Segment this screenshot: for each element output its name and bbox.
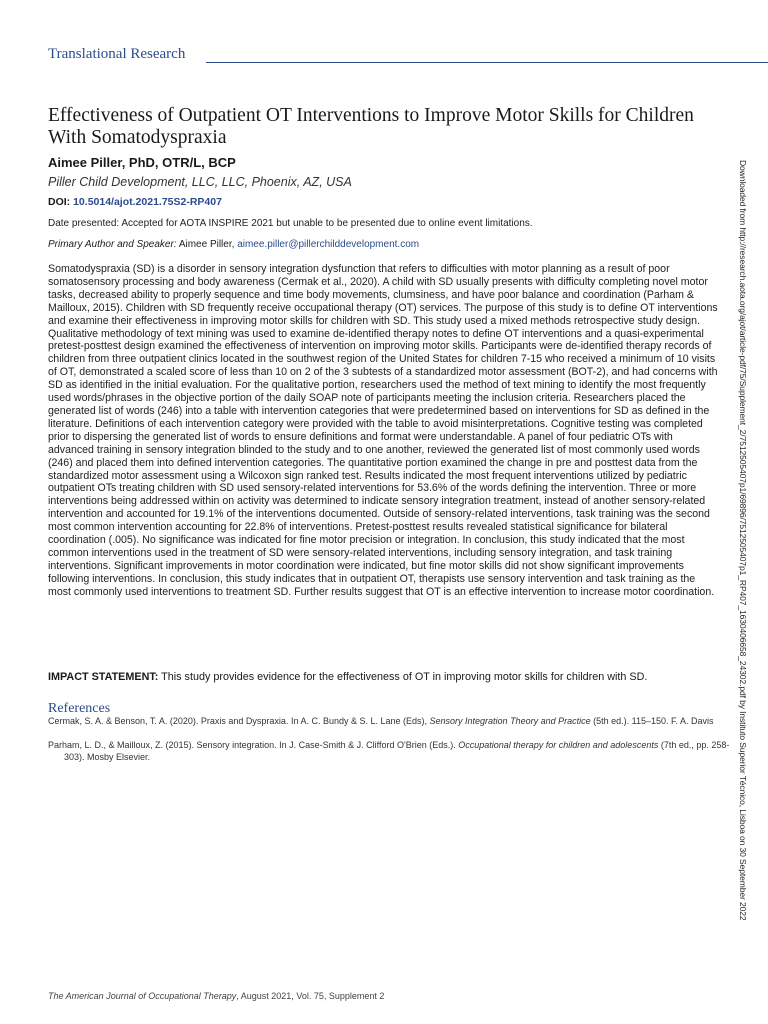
- speaker-name: Aimee Piller,: [176, 239, 238, 250]
- reference-book-title: Occupational therapy for children and adolescents: [458, 740, 659, 750]
- speaker-label: Primary Author and Speaker:: [48, 239, 177, 250]
- doi-label: DOI:: [48, 196, 74, 208]
- footer-issue: , August 2021, Vol. 75, Supplement 2: [236, 991, 385, 1001]
- footer-journal: The American Journal of Occupational Therapy: [48, 991, 237, 1001]
- section-label: Translational Research: [48, 46, 186, 62]
- impact-statement: [48, 671, 738, 684]
- reference-item: [48, 740, 744, 763]
- date-presented: Date presented: Accepted for AOTA INSPIRE 2021 but unable to be presented due to online event limitations.: [48, 218, 533, 229]
- article-title: Effectiveness of Outpatient OT Interventions to Improve Motor Skills for Children With Somatodyspraxia: [48, 105, 694, 148]
- author-affiliation: Piller Child Development, LLC, LLC, Phoenix, AZ, USA: [48, 175, 352, 189]
- download-stamp: Downloaded from http://research.aota.org/ajot/article-pdf/75/Supplement_2/7512505407p1/69896/7512505407p1_RP407_1630406658_24302.pdf by Instituto Superior Técnico, Lisboa on 30 September 2022: [738, 160, 748, 921]
- page-footer: [48, 991, 384, 1001]
- reference-text: Cermak, S. A. & Benson, T. A. (2020). Praxis and Dyspraxia. In A. C. Bundy & S. L. Lane (Eds),: [48, 716, 430, 726]
- references-heading: References: [48, 701, 111, 716]
- abstract-body: Somatodyspraxia (SD) is a disorder in sensory integration dysfunction that refers to difficulties with motor planning as a result of poor somatosensory processing and body awareness (Cermak et al., 2020). A child with SD usually presents with difficulty completing novel motor tasks, decreased ability to properly sequence and time body movements, clumsiness, and have poor balance and coordination (Parham & Mailloux, 2015). Children with SD frequently receive occupational therapy (OT) services. The purpose of this study is to define OT interventions and examine their effectiveness in improving motor skills for children with SD. This study used a mixed methods retrospective study design. Qualitative methodology of text mining was used to examine de-identified therapy notes to define OT interventions and a quasi-experimental pretest-posttest design examined the effectiveness of intervention on improving motor skills. Participants were de-identified therapy records of children from three outpatient clinics located in the southwest region of the United States for children 7-15 who received a minimum of 10 visits of OT, demonstrated a scaled score of less than 10 on 2 of the 3 subtests of a standardized motor assessment (BOT-2), and had concerns with SD as identified in the initial evaluation. For the qualitative portion, researchers used the method of text mining to identify the most frequently used words/phrases in the objective portion of the daily SOAP note of participants meeting the inclusion criteria. Researchers placed the generated list of words (246) into a table with intervention categories that were predetermined based on interventions for SD as defined in the literature. Definitions of each intervention category were provided with the table to avoid misinterpretations. Cognitive testing was completed prior to dispersing the generated list of words to ensure definitions and format were understandable. A panel of four pediatric OTs with advanced training in sensory integration blinded to the study and to one another, reviewed the generated list of most commonly used words (246) and placed them into defined intervention categories. The quantitative portion examined the change in pre and posttest data from the standardized motor assessment using a Wilcoxon sign ranked test. Results indicated the most frequent interventions utilized by pediatric outpatient OTs treating children with SD used sensory-related interventions for 53.6% of the words defining the intervention. Three or more interventions being addressed within on activity was determined to indicate sensory integration treatment, instead of another sensory-related intervention and accounted for 19.1% of the interventions documented. Outside of sensory-related interventions, task training was the second most common intervention accounting for 22.8% of interventions. Pretest-posttest results revealed statistical significance for bilateral coordination (.005). No significance was indicated for fine motor precision or integration. In conclusion, this study indicated that the most common interventions used in the treatment of SD were sensory-related interventions, including sensory integration, and task training interventions. Significant improvements in motor coordination were indicated, but fine motor skills did not show significant improvements following interventions. In conclusion, this study indicates that in outpatient OT, therapists use sensory intervention and task training as the most commonly used interventions to treatment SD. Further results suggest that OT is an effective intervention to increase motor coordination.: [48, 263, 718, 598]
- reference-book-title: Sensory Integration Theory and Practice: [429, 716, 591, 726]
- speaker-email-link[interactable]: aimee.piller@pillerchilddevelopment.com: [237, 239, 420, 250]
- impact-label: IMPACT STATEMENT:: [48, 671, 159, 683]
- reference-text: (7th ed., pp. 258-303). Mosby Elsevier.: [64, 740, 730, 762]
- section-divider: [206, 62, 768, 63]
- reference-text: (5th ed.). 115–150. F. A. Davis: [590, 716, 714, 726]
- doi-link[interactable]: 10.5014/ajot.2021.75S2-RP407: [73, 196, 222, 208]
- doi-line: [48, 196, 222, 208]
- author-name: Aimee Piller, PhD, OTR/L, BCP: [48, 155, 236, 170]
- reference-text: Parham, L. D., & Mailloux, Z. (2015). Sensory integration. In J. Case-Smith & J. Clifford O'Brien (Eds.).: [48, 740, 459, 750]
- reference-item: [48, 716, 744, 728]
- speaker-line: [48, 239, 419, 250]
- impact-text: This study provides evidence for the effectiveness of OT in improving motor skills for children with SD.: [158, 671, 648, 683]
